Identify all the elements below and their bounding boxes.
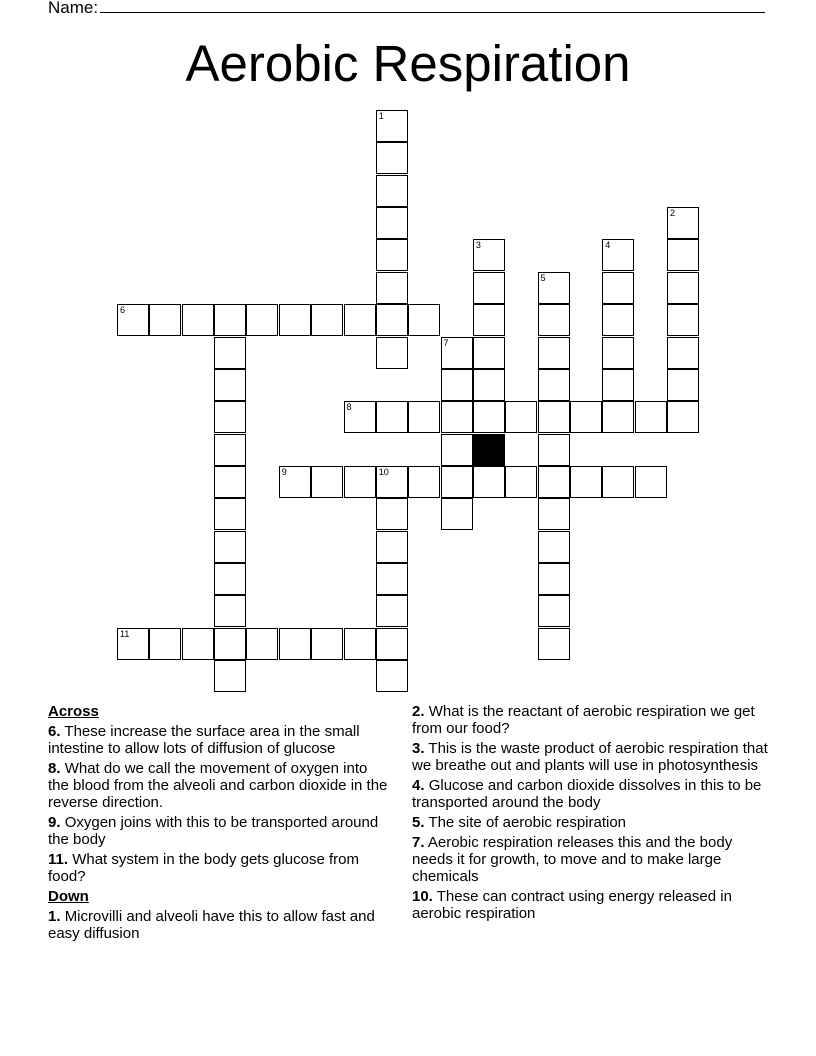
crossword-cell[interactable] <box>214 498 246 530</box>
crossword-cell[interactable] <box>376 142 408 174</box>
crossword-cell[interactable] <box>538 595 570 627</box>
clue-text: Microvilli and alveoli have this to allow fast and easy diffusion <box>48 908 375 942</box>
crossword-cell[interactable] <box>376 531 408 563</box>
crossword-cell[interactable] <box>376 498 408 530</box>
crossword-cell[interactable] <box>376 175 408 207</box>
clue-text: What system in the body gets glucose from food? <box>48 851 359 885</box>
clues-left-column <box>48 703 388 945</box>
crossword-cell[interactable] <box>538 272 570 304</box>
crossword-cell[interactable] <box>376 563 408 595</box>
clue-text: This is the waste product of aerobic respiration that we breathe out and plants will use in photosynthesis <box>412 740 768 774</box>
crossword-cell[interactable] <box>376 466 408 498</box>
clue-number: 3. <box>412 740 425 757</box>
clue-number-label: 7 <box>443 337 449 348</box>
crossword-cell[interactable] <box>473 369 505 401</box>
clue-number: 7. <box>412 834 425 851</box>
clue-text: What do we call the movement of oxygen into the blood from the alveoli and carbon dioxide in the reverse direction. <box>48 760 388 811</box>
crossword-cell[interactable] <box>376 110 408 142</box>
crossword-cell[interactable] <box>214 628 246 660</box>
clue-down-2 <box>412 703 772 737</box>
crossword-cell[interactable] <box>538 369 570 401</box>
crossword-cell[interactable] <box>344 304 376 336</box>
crossword-cell[interactable] <box>408 304 440 336</box>
clue-text: What is the reactant of aerobic respiration we get from our food? <box>412 703 755 737</box>
crossword-cell[interactable] <box>182 628 214 660</box>
crossword-cell[interactable] <box>214 531 246 563</box>
crossword-cell[interactable] <box>635 401 667 433</box>
crossword-cell[interactable] <box>538 401 570 433</box>
crossword-cell[interactable] <box>602 304 634 336</box>
crossword-cell[interactable] <box>667 304 699 336</box>
crossword-cell[interactable] <box>311 628 343 660</box>
crossword-cell[interactable] <box>376 337 408 369</box>
crossword-cell[interactable] <box>376 207 408 239</box>
clue-number: 10. <box>412 888 433 905</box>
clue-text: These can contract using energy released in aerobic respiration <box>412 888 732 922</box>
clue-number-label: 11 <box>120 628 130 639</box>
crossword-cell[interactable] <box>538 434 570 466</box>
crossword-cell[interactable] <box>602 466 634 498</box>
crossword-cell[interactable] <box>344 466 376 498</box>
crossword-cell[interactable] <box>149 304 181 336</box>
crossword-cell[interactable] <box>376 304 408 336</box>
crossword-cell[interactable] <box>473 401 505 433</box>
crossword-cell[interactable] <box>117 304 149 336</box>
crossword-cell[interactable] <box>149 628 181 660</box>
clue-number-label: 10 <box>378 466 389 477</box>
clue-number: 9. <box>48 814 61 831</box>
clue-number-label: 9 <box>281 466 287 477</box>
crossword-cell[interactable] <box>214 337 246 369</box>
crossword-cell[interactable] <box>182 304 214 336</box>
crossword-cell[interactable] <box>538 628 570 660</box>
clue-text: The site of aerobic respiration <box>428 814 627 831</box>
clue-text: These increase the surface area in the small intestine to allow lots of diffusion of glucose <box>48 723 360 757</box>
crossword-cell[interactable] <box>441 337 473 369</box>
crossword-cell[interactable] <box>602 369 634 401</box>
clue-number-label: 8 <box>346 402 352 413</box>
crossword-cell[interactable] <box>505 466 537 498</box>
crossword-cell[interactable] <box>408 466 440 498</box>
crossword-cell[interactable] <box>214 369 246 401</box>
crossword-cell[interactable] <box>667 369 699 401</box>
clue-number-label: 5 <box>540 272 546 283</box>
crossword-cell[interactable] <box>214 304 246 336</box>
crossword-cell[interactable] <box>667 239 699 271</box>
crossword-cell[interactable] <box>214 434 246 466</box>
clue-number: 6. <box>48 723 61 740</box>
crossword-cell[interactable] <box>602 401 634 433</box>
clue-down-1 <box>48 908 388 942</box>
crossword-cell[interactable] <box>602 239 634 271</box>
crossword-cell[interactable] <box>344 628 376 660</box>
crossword-cell[interactable] <box>667 272 699 304</box>
crossword-cell[interactable] <box>473 272 505 304</box>
clue-number: 1. <box>48 908 61 925</box>
clue-number-label: 4 <box>605 240 611 251</box>
clue-across-8 <box>48 760 388 811</box>
crossword-cell[interactable] <box>667 401 699 433</box>
crossword-cell[interactable] <box>538 304 570 336</box>
crossword-cell[interactable] <box>246 304 278 336</box>
crossword-cell[interactable] <box>667 207 699 239</box>
clue-text: Aerobic respiration releases this and the body needs it for growth, to move and to make large chemicals <box>412 834 733 885</box>
clue-number: 4. <box>412 777 425 794</box>
crossword-cell[interactable] <box>473 337 505 369</box>
crossword-cell[interactable] <box>538 337 570 369</box>
crossword-cell[interactable] <box>602 337 634 369</box>
crossword-cell[interactable] <box>279 304 311 336</box>
crossword-cell[interactable] <box>214 563 246 595</box>
clue-down-7 <box>412 834 772 885</box>
clue-text: Oxygen joins with this to be transported around the body <box>48 814 379 848</box>
crossword-cell[interactable] <box>441 466 473 498</box>
crossword-cell[interactable] <box>376 660 408 692</box>
crossword-cell[interactable] <box>570 466 602 498</box>
crossword-cell[interactable] <box>538 531 570 563</box>
crossword-cell[interactable] <box>279 466 311 498</box>
clue-number: 8. <box>48 760 61 777</box>
clue-number-label: 3 <box>475 240 481 251</box>
crossword-cell[interactable] <box>214 466 246 498</box>
crossword-cell[interactable] <box>344 401 376 433</box>
clue-across-6 <box>48 723 388 757</box>
crossword-cell[interactable] <box>376 401 408 433</box>
crossword-cell[interactable] <box>441 434 473 466</box>
page-title: Aerobic Respiration <box>185 35 631 92</box>
crossword-cell[interactable] <box>602 272 634 304</box>
clue-down-4 <box>412 777 772 811</box>
clue-number: 2. <box>412 703 425 720</box>
clue-down-10 <box>412 888 772 922</box>
crossword-cell[interactable] <box>473 466 505 498</box>
crossword-cell[interactable] <box>376 239 408 271</box>
crossword-cell[interactable] <box>570 401 602 433</box>
crossword-cell[interactable] <box>376 595 408 627</box>
crossword-cell[interactable] <box>473 239 505 271</box>
crossword-cell[interactable] <box>441 401 473 433</box>
crossword-cell[interactable] <box>441 498 473 530</box>
crossword-cell[interactable] <box>214 595 246 627</box>
crossword-cell[interactable] <box>279 628 311 660</box>
down-heading: Down <box>48 888 89 905</box>
crossword-cell[interactable] <box>505 401 537 433</box>
name-label: Name: <box>48 0 99 17</box>
crossword-cell[interactable] <box>441 369 473 401</box>
crossword-cell[interactable] <box>538 498 570 530</box>
clue-number: 11. <box>48 851 69 868</box>
crossword-cell[interactable] <box>311 304 343 336</box>
crossword-cell[interactable] <box>667 337 699 369</box>
crossword-cell[interactable] <box>473 304 505 336</box>
clues-right-column <box>412 703 772 925</box>
clue-number-label: 6 <box>120 305 126 316</box>
clue-across-9 <box>48 814 388 848</box>
crossword-cell[interactable] <box>408 401 440 433</box>
clue-down-5 <box>412 814 772 831</box>
crossword-cell[interactable] <box>214 660 246 692</box>
clue-down-3 <box>412 740 772 774</box>
crossword-cell[interactable] <box>246 628 278 660</box>
crossword-cell[interactable] <box>117 628 149 660</box>
crossword-cell[interactable] <box>214 401 246 433</box>
clue-number-label: 2 <box>670 208 676 219</box>
crossword-cell[interactable] <box>538 466 570 498</box>
crossword-cell[interactable] <box>311 466 343 498</box>
clue-number: 5. <box>412 814 425 831</box>
clue-text: Glucose and carbon dioxide dissolves in this to be transported around the body <box>412 777 762 811</box>
crossword-cell[interactable] <box>376 628 408 660</box>
across-heading: Across <box>48 703 99 720</box>
crossword-cell[interactable] <box>376 272 408 304</box>
crossword-black-cell <box>473 434 505 466</box>
crossword-cell[interactable] <box>635 466 667 498</box>
crossword-cell[interactable] <box>538 563 570 595</box>
clue-across-11 <box>48 851 388 885</box>
clue-number-label: 1 <box>378 111 384 121</box>
